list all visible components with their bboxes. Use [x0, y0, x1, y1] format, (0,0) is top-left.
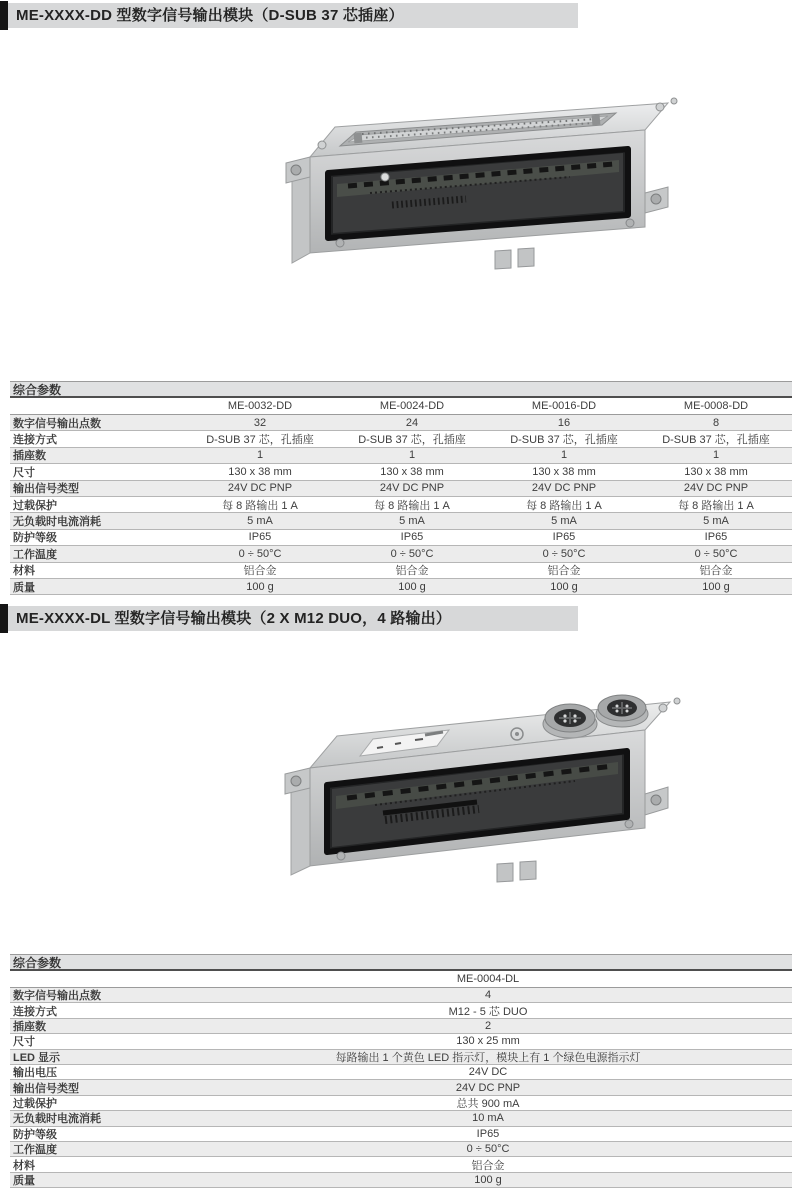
row-label: 过载保护: [13, 1097, 57, 1110]
cell-value: 0 ÷ 50°C: [694, 547, 738, 560]
spec-table-dd: [10, 381, 792, 595]
spec-row: [10, 1065, 792, 1080]
spec-table-dl: [10, 954, 792, 1188]
cell-value: 24: [405, 416, 419, 429]
section-title: ME-XXXX-DD 型数字信号输出模块（D-SUB 37 芯插座）: [16, 7, 404, 24]
spec-row: [10, 1003, 792, 1018]
cell-value: 1: [712, 449, 720, 462]
spec-row: [10, 579, 792, 595]
spec-row: [10, 1157, 792, 1172]
cell-value: 100 g: [398, 580, 426, 593]
section-header-dl: [0, 606, 578, 631]
cell-value: 4: [484, 989, 492, 1002]
row-label: 防护等级: [13, 1128, 57, 1141]
cell-value: 铝合金: [395, 565, 429, 578]
spec-row: [10, 1127, 792, 1142]
header-accent-bar: [0, 1, 8, 30]
cell-value: 130 x 38 mm: [380, 465, 444, 478]
column-header: ME-0016-DD: [531, 400, 597, 412]
cell-value: 24V DC PNP: [531, 482, 597, 495]
cell-value: 5 mA: [399, 515, 425, 528]
cell-value: 2: [484, 1019, 492, 1032]
row-label: 连接方式: [13, 434, 57, 447]
row-label: 过载保护: [13, 499, 57, 512]
cell-value: 铝合金: [243, 565, 277, 578]
cell-value: 0 ÷ 50°C: [238, 547, 282, 560]
spec-row: [10, 1034, 792, 1049]
cell-value: D-SUB 37 芯，孔插座: [206, 434, 314, 447]
table-header-row: [10, 971, 792, 988]
spec-row: [10, 530, 792, 546]
cell-value: 总共 900 mA: [456, 1097, 520, 1110]
row-label: 数字信号输出点数: [13, 417, 101, 430]
row-label: 无负载时电流消耗: [13, 516, 101, 529]
cell-value: 5 mA: [703, 515, 729, 528]
row-label: 工作温度: [13, 1144, 57, 1157]
spec-row: [10, 1111, 792, 1126]
spec-row: [10, 1142, 792, 1157]
cell-value: 每 8 路输出 1 A: [526, 499, 602, 512]
cell-value: 100 g: [474, 1173, 502, 1186]
table-title-text: 综合参数: [13, 382, 62, 397]
cell-value: 100 g: [246, 580, 274, 593]
spec-row: [10, 513, 792, 529]
row-label: 材料: [13, 565, 35, 578]
cell-value: 5 mA: [551, 515, 577, 528]
cell-value: 每路输出 1 个黄色 LED 指示灯，模块上有 1 个绿色电源指示灯: [335, 1051, 641, 1064]
cell-value: IP65: [400, 531, 424, 544]
cell-value: 24V DC PNP: [227, 482, 293, 495]
row-label: 防护等级: [13, 532, 57, 545]
column-header: ME-0004-DL: [456, 973, 520, 985]
cell-value: 铝合金: [547, 565, 581, 578]
cell-value: 0 ÷ 50°C: [466, 1143, 510, 1156]
cell-value: 1: [408, 449, 416, 462]
cell-value: 10 mA: [472, 1112, 504, 1125]
row-label: 质量: [13, 1174, 35, 1187]
cell-value: 24V DC: [468, 1066, 508, 1079]
cell-value: 铝合金: [699, 565, 733, 578]
cell-value: 16: [557, 416, 571, 429]
cell-value: 每 8 路输出 1 A: [222, 499, 298, 512]
cell-value: 24V DC PNP: [683, 482, 749, 495]
cell-value: 5 mA: [247, 515, 273, 528]
cell-value: 24V DC PNP: [379, 482, 445, 495]
cell-value: 130 x 25 mm: [456, 1035, 520, 1048]
cell-value: IP65: [248, 531, 272, 544]
cell-value: IP65: [476, 1127, 500, 1140]
spec-row: [10, 481, 792, 497]
table-title: [10, 954, 792, 971]
spec-row: [10, 1096, 792, 1111]
section-header-dd: [0, 3, 578, 28]
spec-row: [10, 1050, 792, 1065]
cell-value: 8: [712, 416, 720, 429]
spec-row: [10, 1080, 792, 1095]
table-title: [10, 381, 792, 398]
column-header: ME-0032-DD: [227, 400, 293, 412]
spec-row: [10, 988, 792, 1003]
row-label: 输出信号类型: [13, 483, 79, 496]
cell-value: 100 g: [550, 580, 578, 593]
cell-value: 0 ÷ 50°C: [390, 547, 434, 560]
row-label: 质量: [13, 581, 35, 594]
spec-row: [10, 1173, 792, 1188]
spec-row: [10, 415, 792, 431]
cell-value: M12 - 5 芯 DUO: [448, 1005, 528, 1018]
row-label: 数字信号输出点数: [13, 990, 101, 1003]
cell-value: 铝合金: [471, 1159, 505, 1172]
spec-row: [10, 563, 792, 579]
table-title-text: 综合参数: [13, 955, 62, 970]
product-photo-m12-module: [265, 668, 705, 933]
row-label: 材料: [13, 1159, 35, 1172]
spec-row: [10, 431, 792, 447]
cell-value: 130 x 38 mm: [532, 465, 596, 478]
row-label: 尺寸: [13, 466, 35, 479]
row-label: 输出电压: [13, 1067, 57, 1080]
row-label: 插座数: [13, 450, 46, 463]
spec-row: [10, 1019, 792, 1034]
row-label: 插座数: [13, 1020, 46, 1033]
row-label: 连接方式: [13, 1005, 57, 1018]
cell-value: 130 x 38 mm: [684, 465, 748, 478]
cell-value: IP65: [704, 531, 728, 544]
row-label: 输出信号类型: [13, 1082, 79, 1095]
section-title: ME-XXXX-DL 型数字信号输出模块（2 X M12 DUO，4 路输出）: [16, 610, 452, 627]
cell-value: 每 8 路输出 1 A: [374, 499, 450, 512]
cell-value: 0 ÷ 50°C: [542, 547, 586, 560]
row-label: 尺寸: [13, 1036, 35, 1049]
cell-value: D-SUB 37 芯，孔插座: [662, 434, 770, 447]
cell-value: 100 g: [702, 580, 730, 593]
header-accent-bar: [0, 604, 8, 633]
cell-value: 32: [253, 416, 267, 429]
row-label: 工作温度: [13, 548, 57, 561]
cell-value: D-SUB 37 芯，孔插座: [358, 434, 466, 447]
spec-row: [10, 546, 792, 562]
spec-row: [10, 464, 792, 480]
cell-value: IP65: [552, 531, 576, 544]
spec-row: [10, 448, 792, 464]
cell-value: 1: [560, 449, 568, 462]
spec-row: [10, 497, 792, 513]
cell-value: D-SUB 37 芯，孔插座: [510, 434, 618, 447]
row-label: LED 显示: [13, 1051, 61, 1064]
column-header: ME-0008-DD: [683, 400, 749, 412]
cell-value: 1: [256, 449, 264, 462]
product-photo-dsub-module: [270, 75, 690, 305]
column-header: ME-0024-DD: [379, 400, 445, 412]
row-label: 无负载时电流消耗: [13, 1113, 101, 1126]
cell-value: 每 8 路输出 1 A: [678, 499, 754, 512]
table-header-row: [10, 398, 792, 415]
cell-value: 130 x 38 mm: [228, 465, 292, 478]
cell-value: 24V DC PNP: [455, 1081, 521, 1094]
